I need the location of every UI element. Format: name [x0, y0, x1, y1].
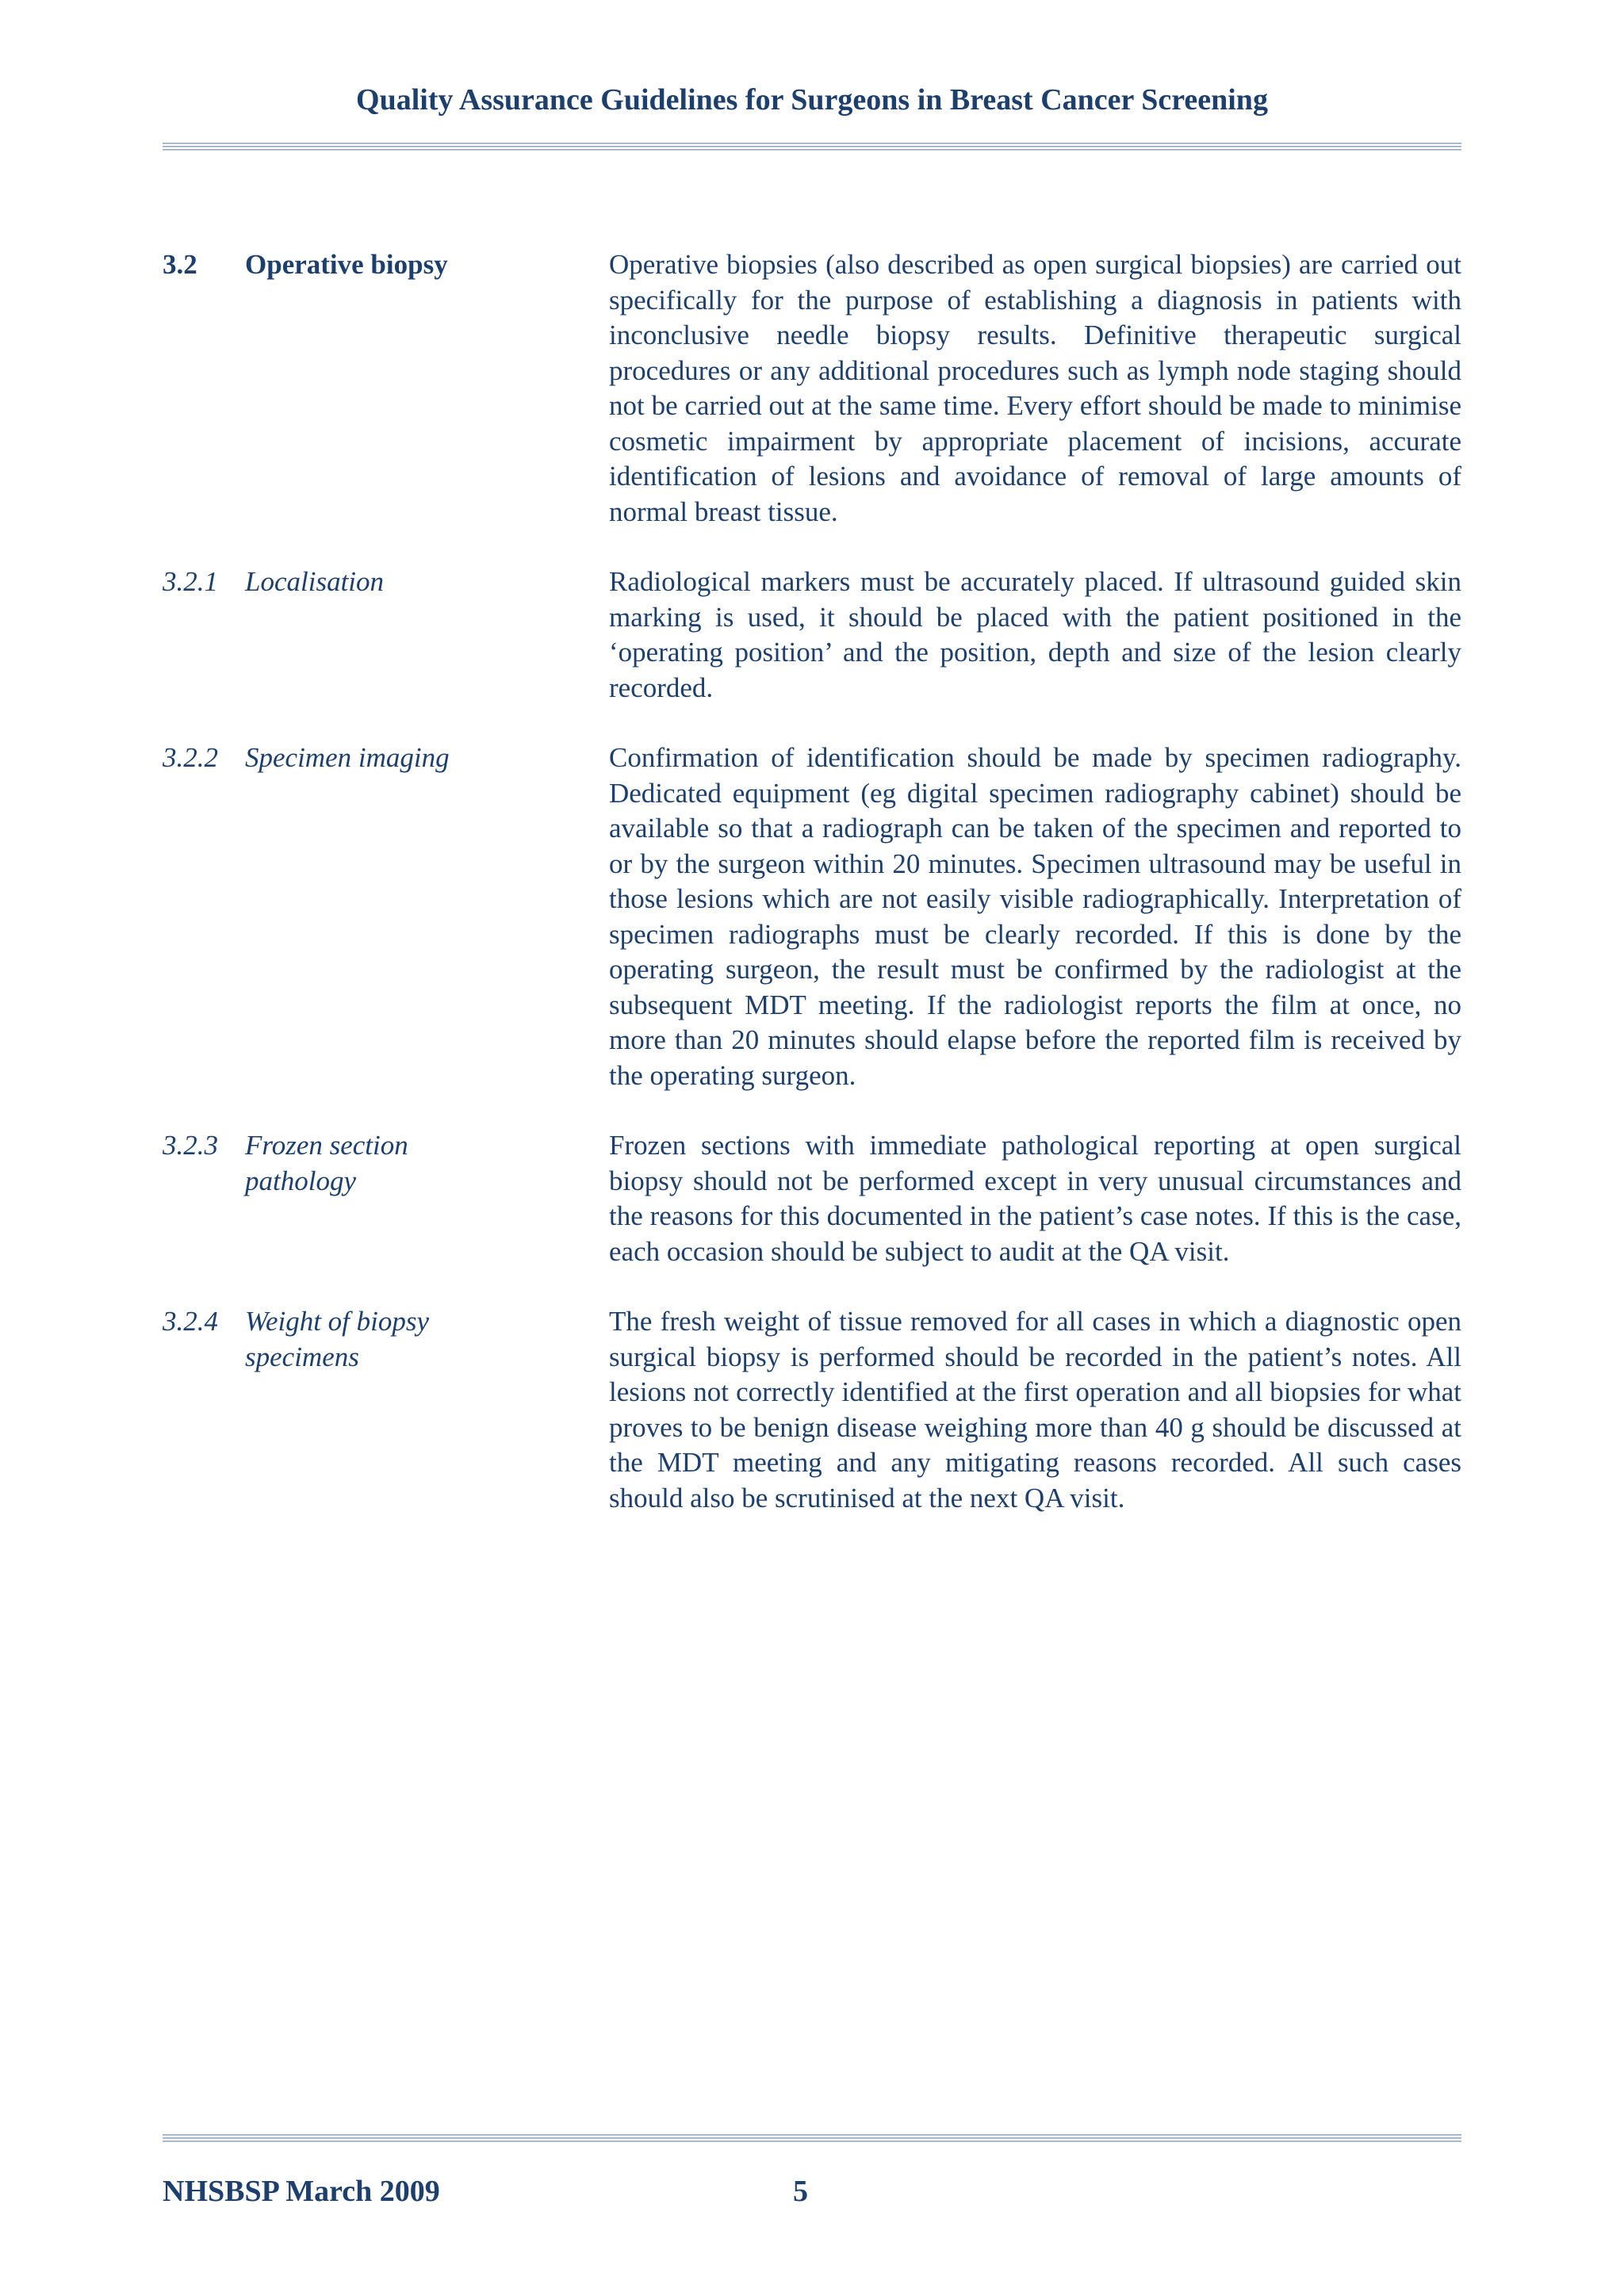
running-header: Quality Assurance Guidelines for Surgeons in Breast Cancer Screening	[356, 83, 1268, 117]
section-heading	[163, 1128, 609, 1199]
header-rule	[163, 143, 1461, 152]
section-title: Weight of biopsy specimens	[245, 1306, 430, 1372]
section-3-2-4	[163, 1304, 1461, 1516]
section-heading	[163, 247, 609, 283]
page-number: 5	[793, 2175, 808, 2208]
section-number: 3.2	[163, 249, 197, 280]
section-number: 3.2.4	[163, 1306, 218, 1337]
section-body: Operative biopsies (also described as open surgical biopsies) are carried out specifically for the purpose of establishing a diagnosis in patients with inconclusive needle biopsy results. Definitive therapeutic surgical procedures or any additional procedures such as lymph node staging should not be carried out at the same time. Every effort should be made to minimise cosmetic impairment by appropriate placement of incisions, accurate identification of lesions and avoidance of removal of large amounts of normal breast tissue.	[609, 249, 1461, 527]
section-3-2-2	[163, 740, 1461, 1093]
section-heading	[163, 1304, 609, 1375]
section-body: The fresh weight of tissue removed for all cases in which a diagnostic open surgical biopsy is performed should be recorded in the patient’s notes. All lesions not correctly identified at the first operation and all biopsies for what proves to be benign disease weighing more than 40 g should be discussed at the MDT meeting and any mitigating reasons recorded. All such cases should also be scrutinised at the next QA visit.	[609, 1306, 1461, 1513]
section-title: Specimen imaging	[245, 742, 450, 773]
section-body: Confirmation of identification should be made by specimen radiography. Dedicated equipment (eg digital specimen radiography cabinet) should be available so that a radiograph can be taken of the specimen and reported to or by the surgeon within 20 minutes. Specimen ultrasound may be useful in those lesions which are not easily visible radiographically. Interpretation of specimen radiographs must be clearly recorded. If this is done by the operating surgeon, the result must be confirmed by the radiologist at the subsequent MDT meeting. If the radiologist reports the film at once, no more than 20 minutes should elapse before the reported film is received by the operating surgeon.	[609, 742, 1461, 1091]
section-3-2-3	[163, 1128, 1461, 1269]
section-title: Frozen section pathology	[245, 1130, 408, 1196]
footer-rule	[163, 2134, 1461, 2144]
section-heading	[163, 564, 609, 600]
publication-label: NHSBSP March 2009	[163, 2175, 440, 2208]
section-number: 3.2.3	[163, 1130, 218, 1161]
section-heading	[163, 740, 609, 776]
section-title: Operative biopsy	[245, 249, 448, 280]
document-body	[163, 247, 1461, 1551]
section-number: 3.2.1	[163, 566, 218, 597]
section-body: Frozen sections with immediate pathological reporting at open surgical biopsy should not be performed except in very unusual circumstances and the reasons for this documented in the patient’s case notes. If this is the case, each occasion should be subject to audit at the QA visit.	[609, 1130, 1461, 1267]
section-number: 3.2.2	[163, 742, 218, 773]
section-3-2	[163, 247, 1461, 530]
section-title: Localisation	[245, 566, 385, 597]
section-body: Radiological markers must be accurately placed. If ultrasound guided skin marking is used, it should be placed with the patient positioned in the ‘operating position’ and the position, depth and size of the lesion clearly recorded.	[609, 566, 1461, 703]
section-3-2-1	[163, 564, 1461, 706]
